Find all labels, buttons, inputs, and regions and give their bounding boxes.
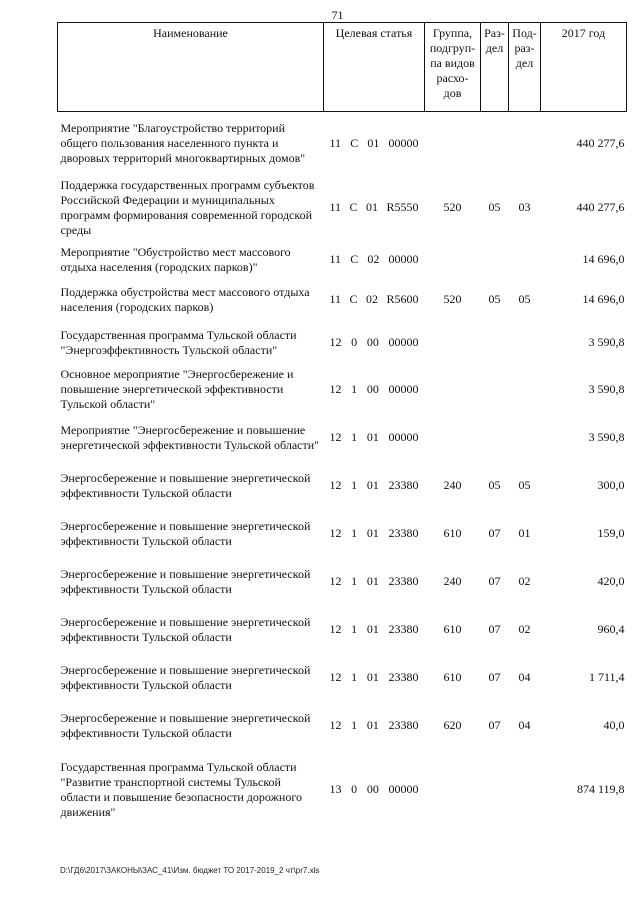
- table-row: [58, 702, 627, 750]
- target-article-segment: 11: [329, 200, 342, 214]
- row-amount-2017: 1 711,4: [588, 670, 625, 684]
- target-article-segment: 11: [329, 136, 342, 151]
- row-podrazdel: 02: [518, 622, 531, 636]
- row-name: Мероприятие "Энергосбережение и повышение энергетической эффективности Тульской области": [60, 422, 320, 452]
- row-target-article: [324, 510, 425, 558]
- target-article-segment: 01: [366, 718, 379, 732]
- row-podrazdel: [509, 414, 541, 462]
- row-target-article: [324, 112, 425, 176]
- row-podrazdel: [509, 112, 541, 176]
- target-article-segment: 01: [366, 622, 379, 636]
- row-name: Энергосбережение и повышение энергетической эффективности Тульской области: [60, 614, 311, 644]
- target-article-segment: С: [350, 136, 359, 151]
- row-name: Энергосбережение и повышение энергетической эффективности Тульской области: [60, 662, 311, 692]
- target-article-segment: 23380: [388, 526, 419, 540]
- target-article-segment: 01: [366, 430, 379, 444]
- row-expense-group: 240: [443, 574, 462, 588]
- row-podrazdel: 05: [518, 478, 531, 492]
- row-target-article: [324, 702, 425, 750]
- target-article-segment: 12: [329, 526, 342, 540]
- row-expense-group: [425, 750, 481, 830]
- row-podrazdel: 04: [518, 670, 531, 684]
- target-article-segment: 02: [367, 252, 380, 266]
- table-row: [58, 366, 627, 414]
- target-article-segment: С: [350, 252, 359, 266]
- row-razdel: 05: [488, 478, 501, 492]
- row-expense-group: [425, 320, 481, 366]
- target-article-parts: [324, 670, 425, 685]
- table-row: [58, 654, 627, 702]
- footer-file-path: D:\ГД6\2017\ЗАКОНЫ\ЗАС_41\Изм. бюджет ТО 2017-2019_2 чт\pr7.xls: [60, 866, 320, 875]
- row-target-article: [324, 320, 425, 366]
- row-podrazdel: [509, 366, 541, 414]
- row-amount-2017: 960,4: [597, 622, 625, 636]
- target-article-segment: 12: [329, 430, 342, 444]
- target-article-segment: 12: [329, 622, 342, 636]
- target-article-segment: 01: [366, 574, 379, 588]
- target-article-segment: R5550: [386, 200, 419, 214]
- row-podrazdel: 04: [518, 718, 531, 732]
- row-razdel: 05: [488, 200, 501, 214]
- table-row: [58, 462, 627, 510]
- target-article-segment: 01: [366, 200, 379, 214]
- row-amount-2017: 440 277,6: [576, 200, 625, 214]
- row-amount-2017: 3 590,8: [588, 430, 625, 444]
- row-podrazdel: 01: [518, 526, 531, 540]
- target-article-parts: [324, 622, 425, 637]
- row-name: Энергосбережение и повышение энергетической эффективности Тульской области: [60, 710, 311, 740]
- target-article-parts: [324, 526, 425, 541]
- row-expense-group: 610: [443, 526, 462, 540]
- table-row: [58, 112, 627, 176]
- table-row: [58, 240, 627, 280]
- row-amount-2017: 159,0: [597, 526, 625, 540]
- target-article-segment: 1: [351, 382, 358, 396]
- table-row: [58, 606, 627, 654]
- row-target-article: [324, 240, 425, 280]
- row-podrazdel: 03: [518, 200, 531, 214]
- target-article-segment: 1: [351, 430, 358, 444]
- target-article-parts: [324, 574, 425, 589]
- row-expense-group: 240: [443, 478, 462, 492]
- row-razdel: 07: [488, 526, 501, 540]
- target-article-parts: [324, 430, 425, 445]
- table-row: [58, 320, 627, 366]
- row-amount-2017: 14 696,0: [582, 292, 625, 306]
- header-year: 2017 год: [541, 23, 627, 112]
- row-target-article: [324, 366, 425, 414]
- row-target-article: [324, 750, 425, 830]
- row-name: Мероприятие "Благоустройство территорий общего пользования населенного пункта и дворовых территорий многоквартирных домов": [60, 121, 306, 166]
- row-amount-2017: 874 119,8: [576, 782, 625, 796]
- header-razdel: Раз- дел: [481, 23, 509, 112]
- table-row: [58, 280, 627, 320]
- target-article-segment: 23380: [388, 718, 419, 732]
- target-article-segment: 1: [351, 718, 358, 732]
- target-article-segment: 01: [366, 478, 379, 492]
- target-article-segment: 12: [329, 574, 342, 588]
- target-article-segment: 12: [329, 478, 342, 492]
- target-article-segment: 1: [351, 478, 358, 492]
- row-name: Мероприятие "Обустройство мест массового отдыха населения (городских парков)": [60, 244, 291, 274]
- target-article-segment: 1: [351, 622, 358, 636]
- row-target-article: [324, 280, 425, 320]
- target-article-segment: 00: [366, 782, 379, 796]
- row-name: Государственная программа Тульской области "Развитие транспортной системы Тульской области и повышение безопасности дорожного движения": [60, 759, 302, 819]
- row-podrazdel: 02: [518, 574, 531, 588]
- table-row: [58, 510, 627, 558]
- row-expense-group: [425, 240, 481, 280]
- row-podrazdel: 05: [518, 292, 531, 306]
- target-article-segment: 00000: [388, 252, 419, 266]
- target-article-segment: 12: [329, 335, 342, 349]
- row-expense-group: 610: [443, 670, 462, 684]
- row-razdel: [481, 750, 509, 830]
- target-article-segment: С: [349, 292, 358, 306]
- row-amount-2017: 40,0: [603, 718, 625, 732]
- row-expense-group: 520: [443, 292, 462, 306]
- target-article-segment: 11: [329, 292, 342, 306]
- row-target-article: [324, 176, 425, 240]
- target-article-segment: 02: [366, 292, 379, 306]
- header-expense-group: Группа, подгруп- па видов расхо- дов: [425, 23, 481, 112]
- row-expense-group: [425, 366, 481, 414]
- target-article-segment: 0: [351, 782, 358, 796]
- row-razdel: [481, 112, 509, 176]
- target-article-segment: 1: [351, 526, 358, 540]
- target-article-segment: 01: [367, 136, 380, 151]
- row-podrazdel: [509, 240, 541, 280]
- target-article-parts: [324, 252, 425, 267]
- row-razdel: 07: [488, 670, 501, 684]
- target-article-parts: [324, 718, 425, 733]
- row-razdel: [481, 320, 509, 366]
- row-target-article: [324, 414, 425, 462]
- row-name: Основное мероприятие "Энергосбережение и повышение энергетической эффективности Тульской области": [60, 367, 294, 411]
- target-article-segment: 00000: [388, 335, 419, 349]
- target-article-segment: 12: [329, 382, 342, 396]
- target-article-parts: [324, 292, 425, 307]
- row-razdel: 07: [488, 574, 501, 588]
- row-name: Поддержка государственных программ субъектов Российской Федерации и муниципальных программ формирования современной городской среды: [60, 177, 315, 237]
- target-article-segment: 1: [351, 670, 358, 684]
- budget-table: [57, 22, 627, 830]
- target-article-parts: [324, 382, 425, 397]
- target-article-parts: [324, 200, 425, 215]
- target-article-segment: 0: [351, 335, 358, 349]
- row-target-article: [324, 606, 425, 654]
- row-expense-group: 620: [443, 718, 462, 732]
- row-razdel: [481, 414, 509, 462]
- row-expense-group: [425, 112, 481, 176]
- target-article-segment: 00000: [388, 430, 419, 444]
- table-row: [58, 750, 627, 830]
- row-name: Энергосбережение и повышение энергетической эффективности Тульской области: [60, 566, 311, 596]
- target-article-segment: 23380: [388, 574, 419, 588]
- row-razdel: 07: [488, 622, 501, 636]
- target-article-segment: 00000: [388, 136, 419, 151]
- target-article-segment: 00: [366, 382, 379, 396]
- header-podrazdel: Под- раз- дел: [509, 23, 541, 112]
- target-article-segment: R5600: [386, 292, 419, 306]
- header-target-article: Целевая статья: [324, 23, 425, 112]
- target-article-segment: 23380: [388, 478, 419, 492]
- table-row: [58, 176, 627, 240]
- row-razdel: [481, 240, 509, 280]
- row-target-article: [324, 462, 425, 510]
- target-article-segment: 00: [366, 335, 379, 349]
- row-amount-2017: 420,0: [597, 574, 625, 588]
- table-row: [58, 414, 627, 462]
- target-article-segment: 12: [329, 718, 342, 732]
- target-article-segment: 1: [351, 574, 358, 588]
- target-article-segment: 13: [329, 782, 342, 796]
- target-article-parts: [324, 782, 425, 797]
- target-article-segment: 12: [329, 670, 342, 684]
- header-name: Наименование: [58, 23, 324, 112]
- target-article-segment: 23380: [388, 670, 419, 684]
- row-target-article: [324, 558, 425, 606]
- row-name: Поддержка обустройства мест массового отдыха населения (городских парков): [60, 284, 310, 314]
- target-article-segment: 01: [366, 670, 379, 684]
- target-article-segment: 00000: [388, 782, 419, 796]
- target-article-segment: 23380: [388, 622, 419, 636]
- row-amount-2017: 300,0: [597, 478, 625, 492]
- target-article-parts: [324, 478, 425, 493]
- table-header-row: [58, 23, 627, 112]
- row-amount-2017: 3 590,8: [588, 335, 625, 349]
- row-podrazdel: [509, 750, 541, 830]
- row-expense-group: 610: [443, 622, 462, 636]
- row-expense-group: [425, 414, 481, 462]
- row-amount-2017: 440 277,6: [576, 136, 625, 151]
- row-razdel: 05: [488, 292, 501, 306]
- row-razdel: 07: [488, 718, 501, 732]
- target-article-segment: 00000: [388, 382, 419, 396]
- target-article-parts: [324, 136, 425, 151]
- target-article-segment: 11: [329, 252, 342, 266]
- row-amount-2017: 3 590,8: [588, 382, 625, 396]
- row-name: Энергосбережение и повышение энергетической эффективности Тульской области: [60, 470, 311, 500]
- row-podrazdel: [509, 320, 541, 366]
- target-article-segment: 01: [366, 526, 379, 540]
- page-number: 71: [331, 8, 344, 22]
- target-article-segment: С: [349, 200, 358, 214]
- row-amount-2017: 14 696,0: [582, 252, 625, 266]
- table-row: [58, 558, 627, 606]
- target-article-parts: [324, 335, 425, 350]
- row-expense-group: 520: [443, 200, 462, 214]
- row-name: Энергосбережение и повышение энергетической эффективности Тульской области: [60, 518, 311, 548]
- row-razdel: [481, 366, 509, 414]
- row-target-article: [324, 654, 425, 702]
- row-name: Государственная программа Тульской области "Энергоэффективность Тульской области": [60, 327, 297, 357]
